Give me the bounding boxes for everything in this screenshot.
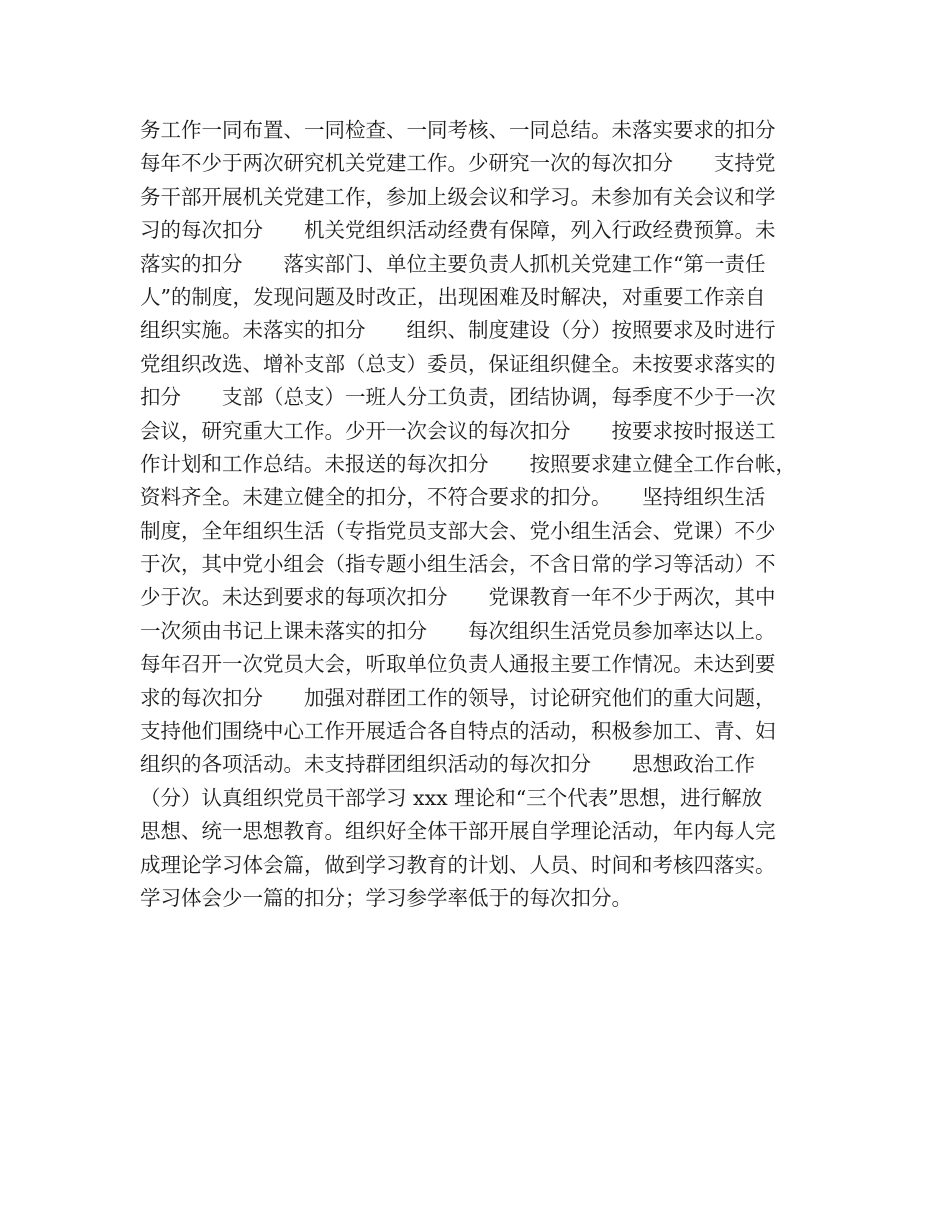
text-line: 党组织改选、增补支部（总支）委员，保证组织健全。未按要求落实的	[140, 351, 776, 376]
text-line: （分）认真组织党员干部学习 xxx 理论和“三个代表”思想，进行解放	[140, 785, 763, 810]
text-line: 资料齐全。未建立健全的扣分，不符合要求的扣分。 坚持组织生活	[140, 485, 766, 510]
text-line: 支持他们围绕中心工作开展适合各自特点的活动，积极参加工、青、妇	[140, 719, 776, 744]
text-line: 制度，全年组织生活（专指党员支部大会、党小组生活会、党课）不少	[140, 518, 776, 543]
text-line: 组织的各项活动。未支持群团组织活动的每次扣分 思想政治工作	[140, 752, 755, 777]
text-line: 作计划和工作总结。未报送的每次扣分 按照要求建立健全工作台帐，	[140, 451, 796, 476]
text-line: 一次须由书记上课未落实的扣分 每次组织生活党员参加率达以上。	[140, 618, 776, 643]
text-line: 每年召开一次党员大会，听取单位负责人通报主要工作情况。未达到要	[140, 652, 776, 677]
text-line: 少于次。未达到要求的每项次扣分 党课教育一年不少于两次，其中	[140, 585, 776, 610]
text-line: 每年不少于两次研究机关党建工作。少研究一次的每次扣分 支持党	[140, 151, 776, 176]
text-line: 学习体会少一篇的扣分；学习参学率低于的每次扣分。	[140, 885, 632, 910]
text-line: 务干部开展机关党建工作，参加上级会议和学习。未参加有关会议和学	[140, 184, 776, 209]
text-line: 于次，其中党小组会（指专题小组生活会，不含日常的学习等活动）不	[140, 552, 776, 577]
text-line: 会议，研究重大工作。少开一次会议的每次扣分 按要求按时报送工	[140, 418, 776, 443]
body-text	[140, 114, 830, 915]
text-line: 落实的扣分 落实部门、单位主要负责人抓机关党建工作“第一责任	[140, 251, 766, 276]
text-line: 习的每次扣分 机关党组织活动经费有保障，列入行政经费预算。未	[140, 218, 776, 243]
text-line: 人”的制度，发现问题及时改正，出现困难及时解决，对重要工作亲自	[140, 284, 766, 309]
text-line: 求的每次扣分 加强对群团工作的领导，讨论研究他们的重大问题，	[140, 685, 776, 710]
text-line: 思想、统一思想教育。组织好全体干部开展自学理论活动，年内每人完	[140, 819, 776, 844]
text-line: 成理论学习体会篇，做到学习教育的计划、人员、时间和考核四落实。	[140, 852, 776, 877]
text-line: 扣分 支部（总支）一班人分工负责，团结协调，每季度不少于一次	[140, 385, 776, 410]
text-line: 务工作一同布置、一同检查、一同考核、一同总结。未落实要求的扣分	[140, 118, 776, 142]
text-line: 组织实施。未落实的扣分 组织、制度建设（分）按照要求及时进行	[140, 318, 776, 343]
